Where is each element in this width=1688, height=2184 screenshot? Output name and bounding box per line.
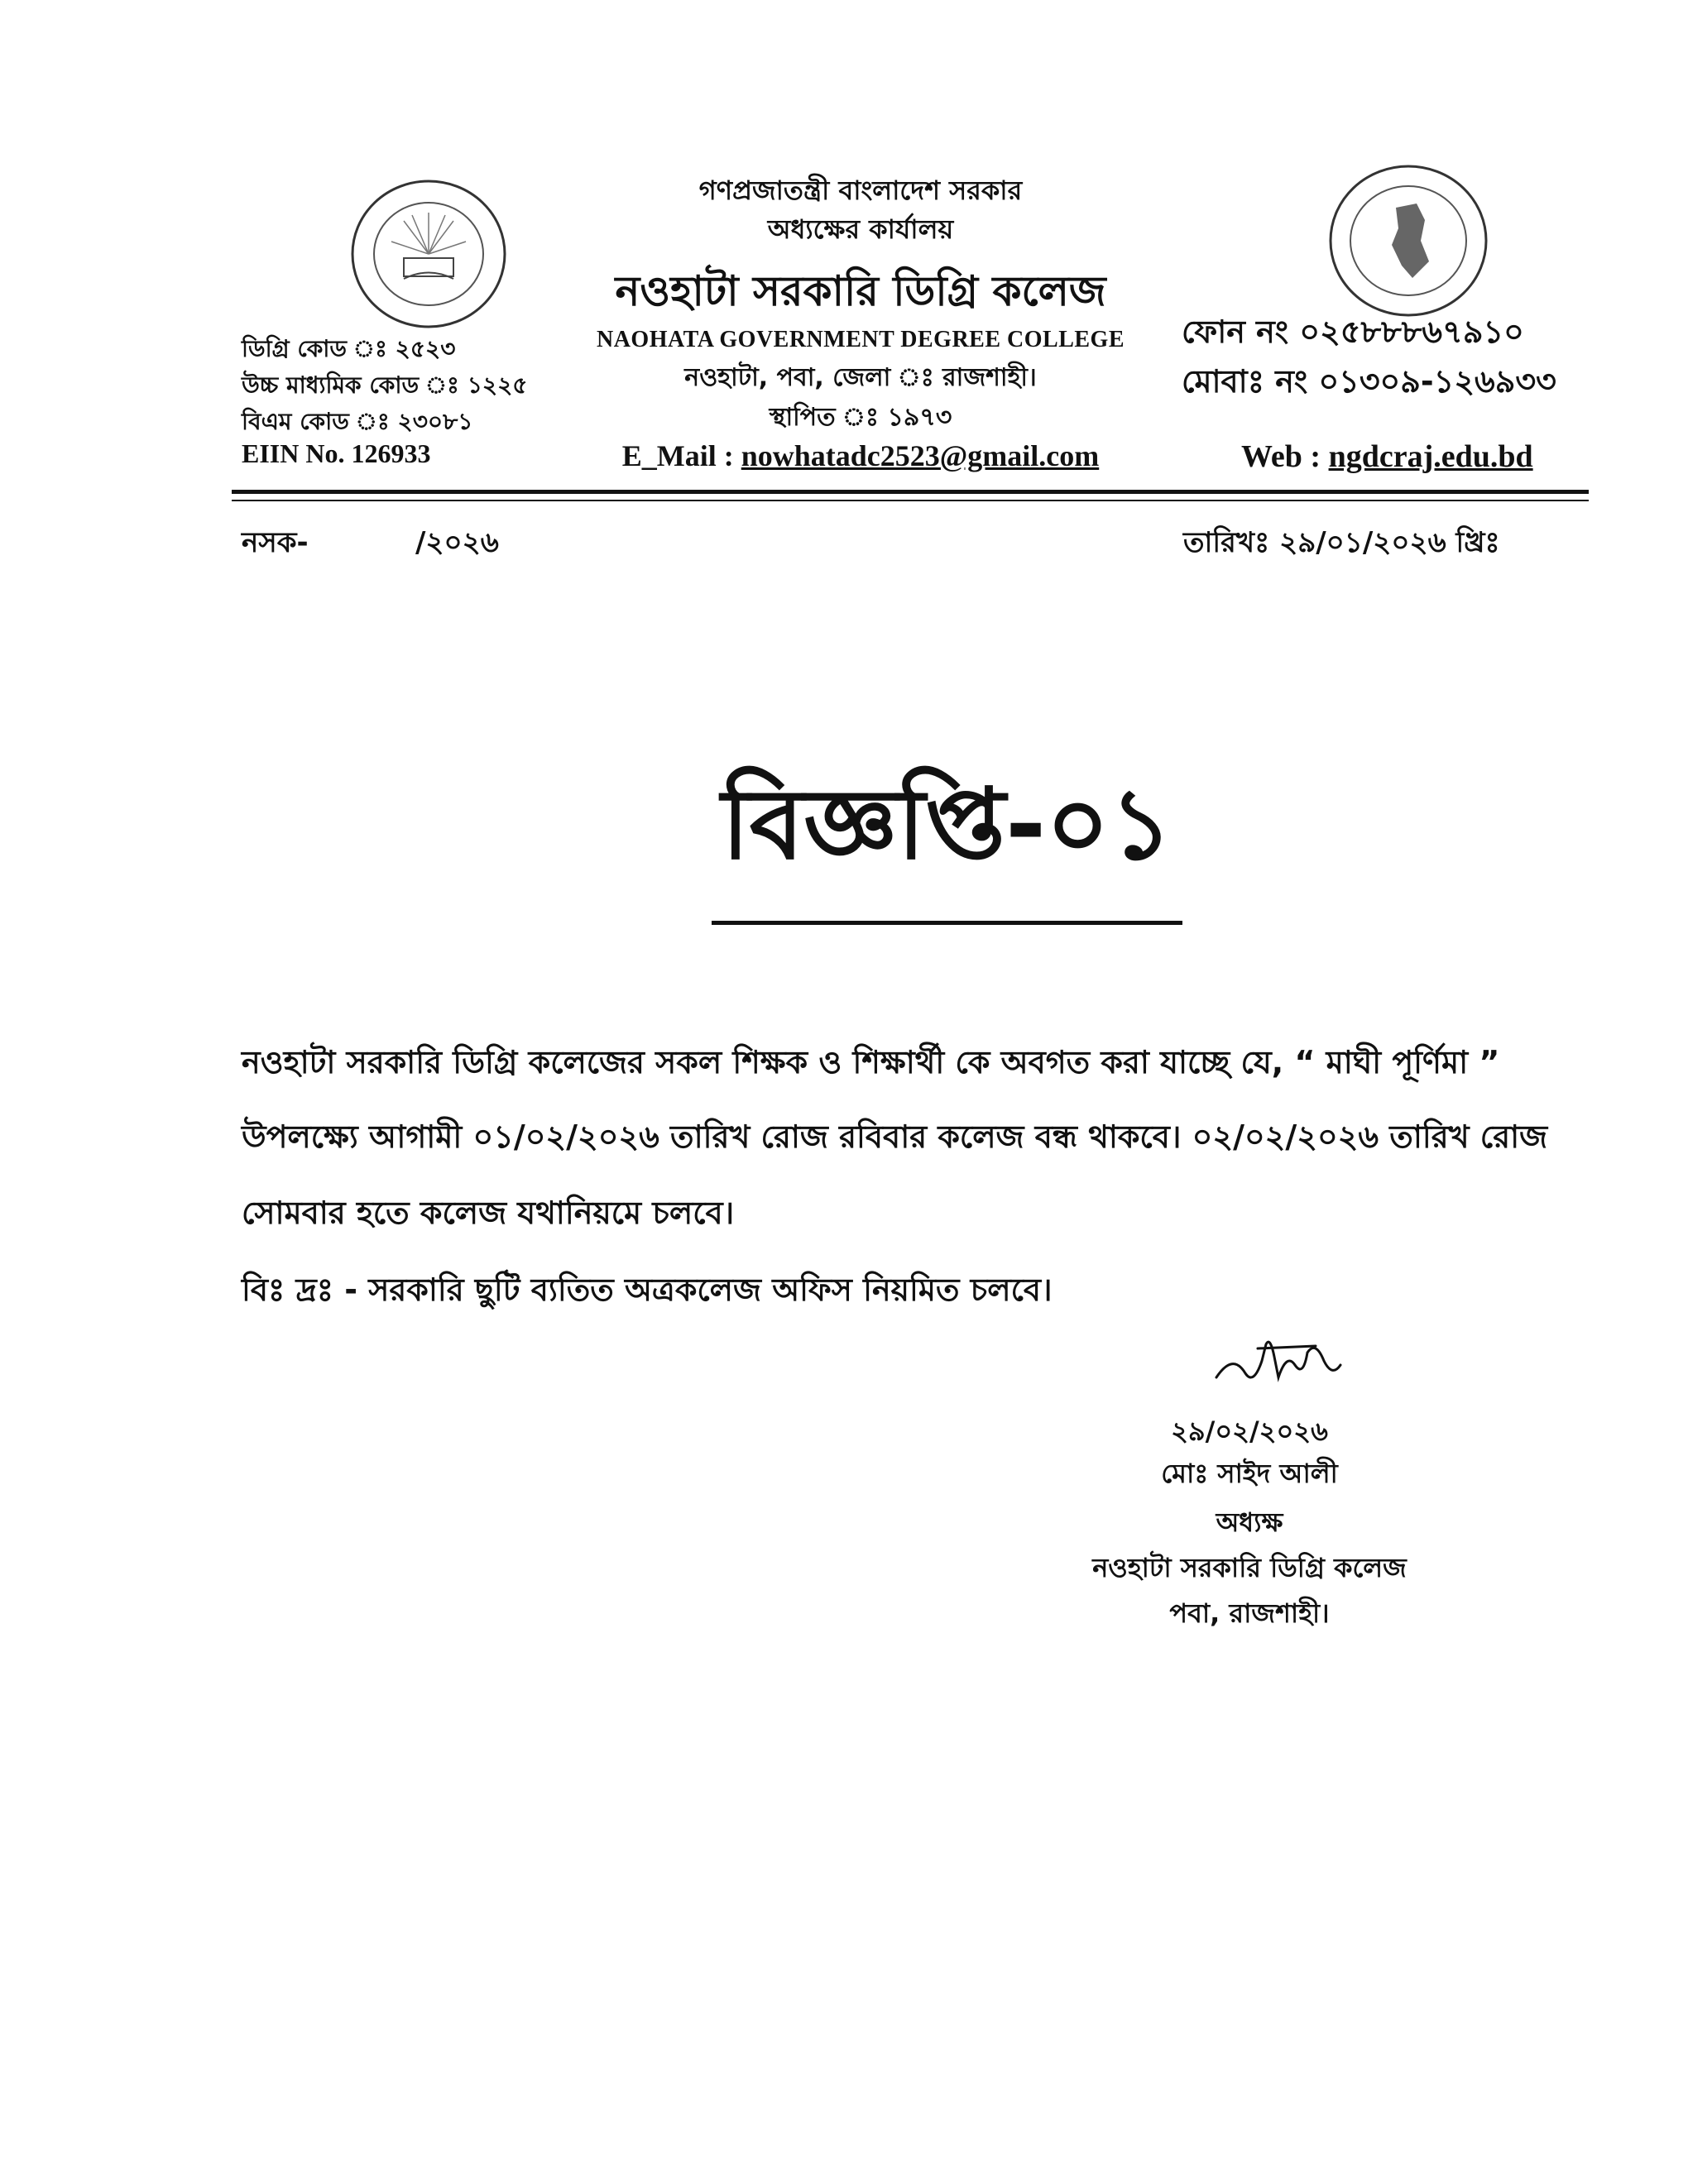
bm-code: বিএম কোড ঃ ২৩০৮১ <box>242 408 473 435</box>
email-link[interactable]: nowhatadc2523@gmail.com <box>741 439 1100 472</box>
reference-suffix: /২০২৬ <box>415 526 499 559</box>
mobile-number: মোবাঃ নং ০১৩০৯-১২৬৯৩৩ <box>1182 363 1556 400</box>
notice-date: তারিখঃ ২৯/০১/২০২৬ খ্রিঃ <box>1183 526 1500 559</box>
principal-signature <box>1208 1328 1349 1398</box>
notice-note: বিঃ দ্রঃ - সরকারি ছুটি ব্যতিত অত্রকলেজ অফিস নিয়মিত চলবে। <box>242 1272 1053 1308</box>
notice-body-line-1: নওহাটা সরকারি ডিগ্রি কলেজের সকল শিক্ষক ও শিক্ষার্থী কে অবগত করা যাচ্ছে যে, “ মাঘী পূর্ণিমা ” <box>242 1044 1500 1080</box>
header-government-line: গণপ্রজাতন্ত্রী বাংলাদেশ সরকার <box>698 175 1023 206</box>
hsc-code: উচ্চ মাধ্যমিক কোড ঃ ১২২৫ <box>242 371 528 399</box>
notice-body-line-3: সোমবার হতে কলেজ যথানিয়মে চলবে। <box>242 1195 735 1231</box>
government-seal-logo <box>1326 162 1491 319</box>
college-address: নওহাটা, পবা, জেলা ঃ রাজশাহী। <box>684 363 1037 392</box>
web-line <box>1241 438 1533 475</box>
signatory-name: মোঃ সাইদ আলী <box>1161 1458 1338 1489</box>
signatory-college: নওহাটা সরকারি ডিগ্রি কলেজ <box>1092 1552 1407 1583</box>
web-label: Web : <box>1241 439 1329 474</box>
notice-title: বিজ্ঞপ্তি-০১ <box>712 749 1182 925</box>
degree-code: ডিগ্রি কোড ঃ ২৫২৩ <box>242 335 456 362</box>
email-line <box>496 438 1225 473</box>
signature-date: ২৯/০২/২০২৬ <box>1171 1415 1328 1447</box>
established-year: স্থাপিত ঃ ১৯৭৩ <box>769 403 952 432</box>
header-divider-thin <box>232 500 1589 501</box>
signatory-designation: অধ্যক্ষ <box>1216 1506 1283 1538</box>
notice-body-line-2: উপলক্ষ্যে আগামী ০১/০২/২০২৬ তারিখ রোজ রবিবার কলেজ বন্ধ থাকবে। ০২/০২/২০২৬ তারিখ রোজ <box>242 1118 1548 1155</box>
signatory-place: পবা, রাজশাহী। <box>1169 1597 1330 1629</box>
college-seal-logo <box>346 175 511 333</box>
college-name-bn: নওহাটা সরকারি ডিগ্রি কলেজ <box>615 267 1106 315</box>
web-link[interactable]: ngdcraj.edu.bd <box>1328 439 1533 474</box>
header-office-line: অধ্যক্ষের কার্যালয় <box>767 213 954 245</box>
reference-number <box>242 521 499 568</box>
header-divider-thick <box>232 490 1589 494</box>
reference-prefix: নসক- <box>242 526 309 559</box>
email-label: E_Mail : <box>621 439 741 472</box>
eiin-number: EIIN No. 126933 <box>242 438 431 468</box>
college-name-en: NAOHATA GOVERNMENT DEGREE COLLEGE <box>596 327 1125 352</box>
phone-number: ফোন নং ০২৫৮৮৮৬৭৯১০ <box>1182 314 1524 350</box>
